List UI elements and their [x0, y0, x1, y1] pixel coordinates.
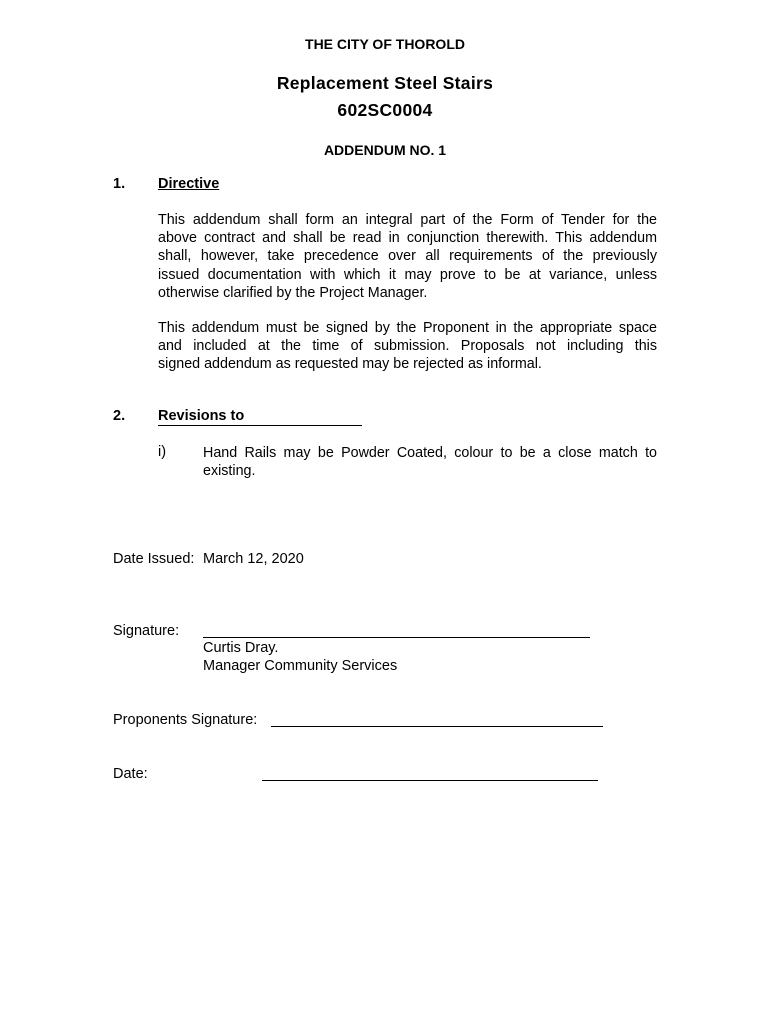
revision-item-text [203, 444, 657, 480]
signature-label: Signature: [113, 623, 180, 639]
document-title: Replacement Steel Stairs [276, 73, 494, 93]
paragraph-line: This addendum must be signed by the Proponent in the appropriate space [158, 320, 657, 336]
paragraph-line: and included at the time of submission. Proposals not including this [158, 338, 657, 355]
section-1-heading: Directive [158, 176, 220, 192]
proponent-signature-line[interactable] [271, 712, 603, 727]
date-line[interactable] [262, 766, 598, 781]
directive-paragraph-2 [158, 319, 657, 374]
paragraph-line: above contract and shall be read in conjunction therewith. This addendum [158, 230, 657, 247]
paragraph-line: signed addendum as requested may be rejected as informal. [158, 356, 542, 373]
directive-paragraph-1 [158, 211, 657, 302]
paragraph-line: Hand Rails may be Powder Coated, colour to be a close match to [203, 445, 657, 461]
signer-name: Curtis Dray. [203, 640, 279, 656]
signature-line[interactable] [203, 623, 590, 638]
paragraph-line: issued documentation with which it may prove to be at variance, unless [158, 266, 657, 283]
section-2-heading [158, 408, 362, 426]
contract-number: 602SC0004 [337, 100, 433, 120]
item-label: i) [158, 444, 167, 460]
paragraph-line: existing. [203, 463, 256, 480]
section-2-number: 2. [113, 408, 126, 424]
paragraph-line: otherwise clarified by the Project Manager. [158, 284, 428, 301]
section-1-number: 1. [113, 176, 126, 192]
date-issued-value: March 12, 2020 [203, 551, 304, 567]
signer-title: Manager Community Services [203, 658, 398, 674]
proponent-signature-label: Proponents Signature: [113, 712, 258, 728]
paragraph-line: shall, however, take precedence over all requirements of the previously [158, 248, 657, 265]
city-header: THE CITY OF THOROLD [305, 36, 465, 52]
section-2-heading-text: Revisions to [158, 408, 245, 424]
addendum-number: ADDENDUM NO. 1 [323, 142, 447, 158]
paragraph-line: This addendum shall form an integral part of the Form of Tender for the [158, 212, 657, 228]
date-label: Date: [113, 766, 148, 782]
date-issued-label: Date Issued: [113, 551, 195, 567]
